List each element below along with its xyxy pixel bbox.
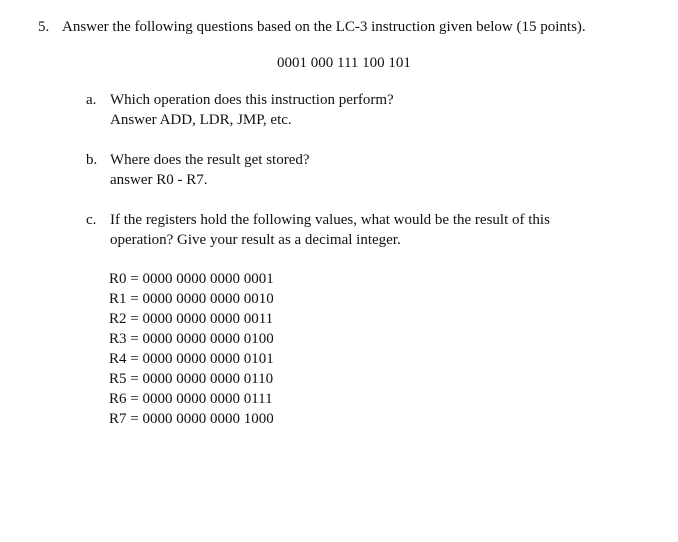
question-number: 5. xyxy=(38,19,50,35)
part-c-letter: c. xyxy=(86,212,97,228)
part-c-hint: operation? Give your result as a decimal integer. xyxy=(110,232,401,248)
part-b-letter: b. xyxy=(86,152,98,168)
register-r3: R3 = 0000 0000 0000 0100 xyxy=(109,331,274,347)
register-r2: R2 = 0000 0000 0000 0011 xyxy=(109,311,274,327)
register-r4: R4 = 0000 0000 0000 0101 xyxy=(109,351,274,367)
part-a-question: Which operation does this instruction perform? xyxy=(110,92,394,108)
part-a-hint: Answer ADD, LDR, JMP, etc. xyxy=(110,112,292,128)
register-r0: R0 = 0000 0000 0000 0001 xyxy=(109,271,274,287)
register-r6: R6 = 0000 0000 0000 0111 xyxy=(109,391,273,407)
register-r5: R5 = 0000 0000 0000 0110 xyxy=(109,371,274,387)
question-heading xyxy=(38,17,658,37)
part-b-question: Where does the result get stored? xyxy=(110,152,310,168)
register-r7: R7 = 0000 0000 0000 1000 xyxy=(109,411,274,427)
part-b-hint: answer R0 - R7. xyxy=(110,172,208,188)
part-a xyxy=(86,90,646,130)
part-a-letter: a. xyxy=(86,92,97,108)
part-c xyxy=(86,210,646,250)
register-r1: R1 = 0000 0000 0000 0010 xyxy=(109,291,274,307)
part-c-question: If the registers hold the following values, what would be the result of this xyxy=(110,212,550,228)
register-list xyxy=(109,269,274,429)
instruction-bits: 0001 000 111 100 101 xyxy=(277,55,411,71)
question-text: Answer the following questions based on the LC-3 instruction given below (15 points). xyxy=(62,19,586,35)
part-b xyxy=(86,150,646,190)
